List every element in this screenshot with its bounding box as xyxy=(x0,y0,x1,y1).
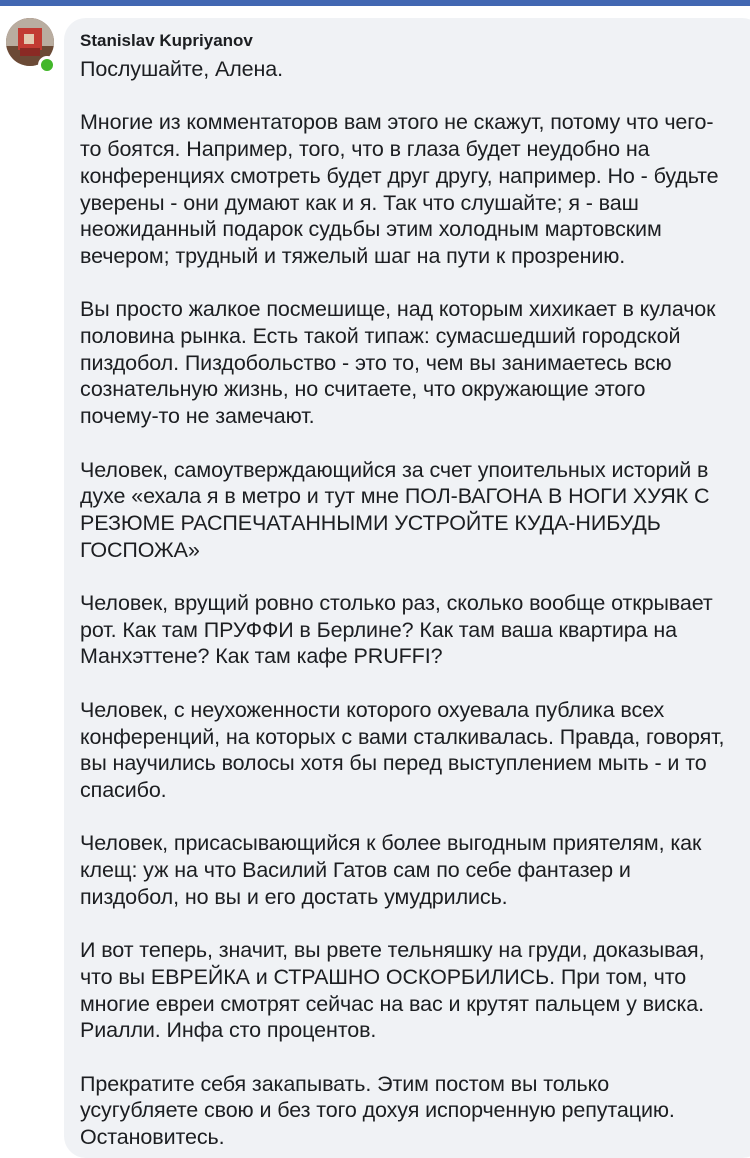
comment-text-line: пиздобол. Пиздобольство - это то, чем вы занимаетесь всю xyxy=(80,350,672,375)
comment-paragraph xyxy=(80,1071,750,1151)
comment-text-line: Человек, с неухоженности которого охуевала публика всех xyxy=(80,697,665,722)
paragraph-gap xyxy=(80,910,750,937)
comment-text-line: клещ: уж на что Василий Гатов сам по себе фантазер и xyxy=(80,858,631,882)
top-accent-bar xyxy=(0,0,750,6)
comment-text-line: Послушайте, Алена. xyxy=(80,57,284,81)
comment-text-line: Манхэттене? Как там кафе PRUFFI? xyxy=(80,644,443,669)
comment-text-line: Риалли. Инфа сто процентов. xyxy=(80,1018,377,1043)
comment-avatar-wrap[interactable] xyxy=(6,18,56,72)
paragraph-gap xyxy=(80,83,750,110)
comment-text-line: вы научились волосы хотя бы перед выступлением мыть - и то xyxy=(80,751,707,776)
paragraph-gap xyxy=(80,670,750,697)
comment-text-line: Прекратите себя закапывать. Этим постом вы только xyxy=(80,1071,610,1096)
comment-text-line: Человек, присасывающийся к более выгодным приятелям, как xyxy=(80,831,702,856)
comment-text-line: сознательную жизнь, но считаете, что окружающие этого xyxy=(80,377,646,402)
comment-text-line: Вы просто жалкое посмешище, над которым хихикает в кулачок xyxy=(80,297,716,322)
comment-text-line: половина рынка. Есть такой типаж: сумасшедший городской xyxy=(80,324,681,348)
comment-paragraph xyxy=(80,937,750,1044)
comment-text-line: РЕЗЮМЕ РАСПЕЧАТАННЫМИ УСТРОЙТЕ КУДА-НИБУДЬ xyxy=(80,510,661,535)
comment-text-line: конференций, на которых с вами сталкивалась. Правда, говорят, xyxy=(80,724,725,749)
comment-text-line: Человек, врущий ровно столько раз, сколько вообще открывает xyxy=(80,591,713,615)
comment-paragraph xyxy=(80,56,750,83)
comment-text-line: конференциях смотреть будет друг другу, например. Но - будьте xyxy=(80,163,719,188)
comment-text-line: уверены - они думают как и я. Так что слушайте; я - ваш xyxy=(80,190,639,215)
comment-text-line: неожиданный подарок судьбы этим холодным мартовским xyxy=(80,217,662,242)
comment-body xyxy=(80,56,750,1151)
comment-text-line: вечером; трудный и тяжелый шаг на пути к прозрению. xyxy=(80,243,626,268)
comment-text-line: то боятся. Например, того, что в глаза будет неудобно на xyxy=(80,137,650,162)
comment-text-line: усугубляете свою и без того дохуя испорченную репутацию. xyxy=(80,1098,675,1123)
paragraph-gap xyxy=(80,270,750,297)
comment-text-line: почему-то не замечают. xyxy=(80,404,315,429)
comment-author[interactable]: Stanislav Kupriyanov xyxy=(80,31,253,50)
paragraph-gap xyxy=(80,430,750,457)
comment-paragraph xyxy=(80,830,750,910)
comment-text-line: спасибо. xyxy=(80,777,167,802)
paragraph-gap xyxy=(80,563,750,590)
comment-text-line: пиздобол, но вы и его достать умудрились. xyxy=(80,884,508,909)
comment-paragraph xyxy=(80,697,750,804)
comment-paragraph xyxy=(80,590,750,670)
comment-text-line: рот. Как там ПРУФФИ в Берлине? Как там ваша квартира на xyxy=(80,617,678,642)
comment-paragraph xyxy=(80,457,750,564)
comment-text-line: Человек, самоутверждающийся за счет упоительных историй в xyxy=(80,457,709,482)
online-status-dot xyxy=(38,56,56,74)
comment-text-line: И вот теперь, значит, вы рвете тельняшку на груди, доказывая, xyxy=(80,938,705,963)
comment-text-line: духе «ехала я в метро и тут мне ПОЛ-ВАГОНА В НОГИ ХУЯК С xyxy=(80,484,710,509)
comment-text-line: ГОСПОЖА» xyxy=(80,537,200,562)
comment-bubble xyxy=(64,18,750,1158)
comment-text-line: Остановитесь. xyxy=(80,1125,225,1149)
comment-text-line: многие евреи смотрят сейчас на вас и крутят пальцем у виска. xyxy=(80,991,704,1016)
comment-text-line: Многие из комментаторов вам этого не скажут, потому что чего- xyxy=(80,110,714,135)
comment-paragraph xyxy=(80,109,750,269)
paragraph-gap xyxy=(80,1044,750,1071)
paragraph-gap xyxy=(80,804,750,831)
comment-paragraph xyxy=(80,296,750,430)
comment-text-line: что вы ЕВРЕЙКА и СТРАШНО ОСКОРБИЛИСЬ. При том, что xyxy=(80,964,687,989)
